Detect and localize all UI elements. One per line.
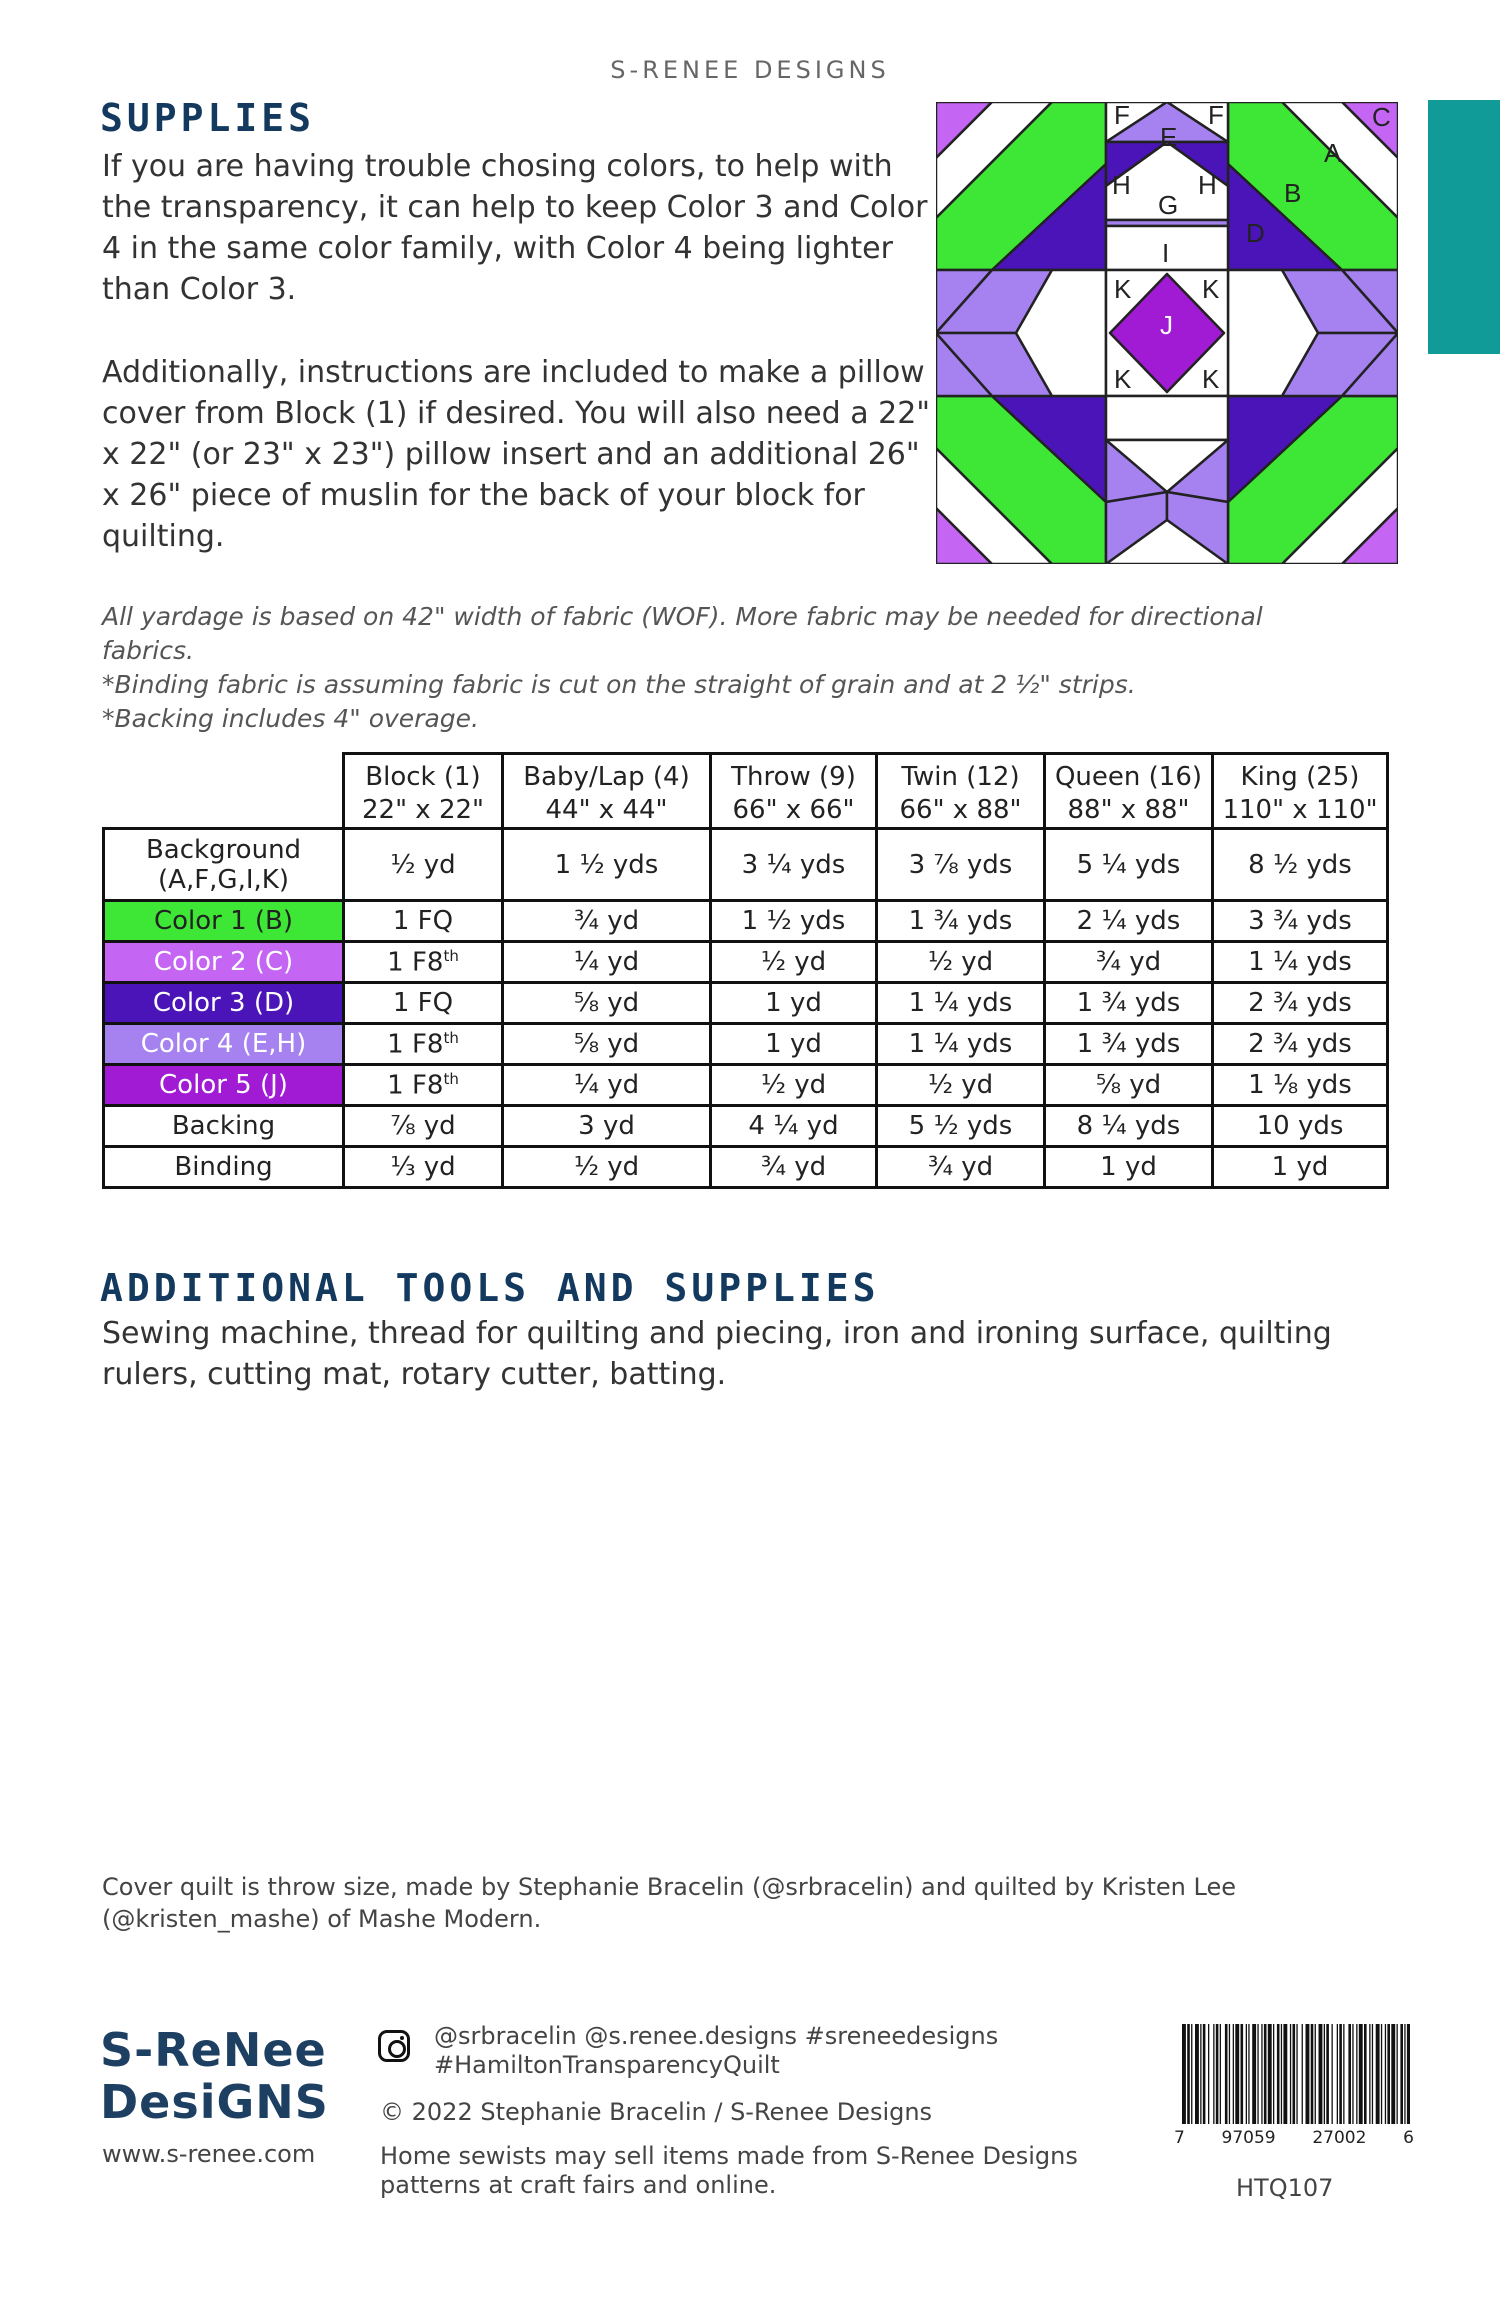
barcode-bar: [1273, 2024, 1274, 2124]
barcode-bar: [1385, 2024, 1386, 2124]
barcode-bar: [1290, 2024, 1291, 2124]
barcode-bar: [1326, 2024, 1329, 2124]
row-label: [104, 1106, 344, 1147]
ordinal-suffix: th: [443, 946, 459, 965]
barcode-bar: [1369, 2024, 1370, 2124]
table-cell: 1 ¼ yds: [877, 1024, 1045, 1065]
column-size: 22" x 22": [361, 795, 484, 825]
column-size: 66" x 66": [732, 795, 855, 825]
column-header: [711, 754, 877, 829]
label-f-left: F: [1114, 102, 1130, 130]
barcode-bar: [1376, 2024, 1380, 2124]
table-cell: 2 ¼ yds: [1045, 901, 1213, 942]
table-row: [104, 1106, 1388, 1147]
barcode-bar: [1381, 2024, 1382, 2124]
supplies-title: SUPPLIES: [100, 96, 316, 140]
barcode-bar: [1359, 2024, 1363, 2124]
copyright: © 2022 Stephanie Bracelin / S-Renee Designs: [380, 2098, 933, 2126]
table-cell: 5 ½ yds: [877, 1106, 1045, 1147]
row-label-text: Binding: [174, 1152, 273, 1182]
table-header-row: [104, 754, 1388, 829]
table-row: [104, 1024, 1388, 1065]
note-binding: *Binding fabric is assuming fabric is cut on the straight of grain and at 2 ½" strips.: [102, 670, 1136, 699]
table-cell: 2 ¾ yds: [1213, 983, 1388, 1024]
table-cell: 1 ¾ yds: [1045, 983, 1213, 1024]
barcode-bar: [1257, 2024, 1258, 2124]
ordinal-suffix: th: [443, 1069, 459, 1088]
table-cell: 4 ¼ yd: [711, 1106, 877, 1147]
table-cell: 10 yds: [1213, 1106, 1388, 1147]
label-c: C: [1372, 102, 1391, 132]
table-cell: ¾ yd: [503, 901, 711, 942]
barcode-bar: [1343, 2024, 1344, 2124]
barcode-bar: [1319, 2024, 1323, 2124]
row-label-text: Color 5 (J): [159, 1070, 288, 1100]
label-i: I: [1162, 238, 1170, 268]
table-cell: 1 F8th: [344, 1024, 503, 1065]
table-cell: ¾ yd: [1045, 942, 1213, 983]
column-name: Block (1): [365, 762, 481, 792]
barcode-bar: [1225, 2024, 1228, 2124]
table-cell: 1 FQ: [344, 983, 503, 1024]
table-cell: ⅝ yd: [503, 1024, 711, 1065]
block-diagram: [936, 102, 1398, 564]
barcode-bar: [1281, 2024, 1282, 2124]
logo-line-1: S-ReNee: [100, 2023, 327, 2077]
table-cell: ⅝ yd: [1045, 1065, 1213, 1106]
table-cell: 1 yd: [711, 983, 877, 1024]
table-cell: 1 yd: [711, 1024, 877, 1065]
label-g: G: [1158, 190, 1179, 220]
barcode-bar: [1400, 2024, 1403, 2124]
social-handles: [434, 2022, 998, 2080]
table-row: [104, 829, 1388, 901]
note-wof: All yardage is based on 42" width of fabric (WOF). More fabric may be needed for directional fabrics.: [102, 602, 1263, 665]
label-h-right: H: [1198, 170, 1217, 200]
column-size: 66" x 88": [899, 795, 1022, 825]
table-cell: 1 F8th: [344, 1065, 503, 1106]
label-j: J: [1160, 310, 1173, 340]
table-body: [104, 829, 1388, 1188]
label-e: E: [1160, 122, 1178, 152]
row-label-text: Color 1 (B): [153, 906, 294, 936]
barcode-bar: [1233, 2024, 1234, 2124]
note-backing: *Backing includes 4" overage.: [102, 704, 479, 733]
barcode-bar: [1283, 2024, 1287, 2124]
barcode-bar: [1261, 2024, 1262, 2124]
barcode-bar: [1220, 2024, 1221, 2124]
barcode-bar: [1404, 2024, 1405, 2124]
label-f-right: F: [1208, 102, 1224, 130]
barcode-bar: [1246, 2024, 1247, 2124]
barcode-digit-group: 6: [1403, 2128, 1414, 2148]
table-cell: ½ yd: [877, 942, 1045, 983]
table-cell: 1 ¾ yds: [1045, 1024, 1213, 1065]
supplies-paragraph-1: If you are having trouble chosing colors, to help with the transparency, it can help to keep Color 3 and Color 4 in the same color family, with Color 4 being lighter than Color 3.: [102, 149, 928, 307]
barcode-bar: [1391, 2024, 1395, 2124]
table-cell: ¾ yd: [711, 1147, 877, 1188]
barcode-bar: [1235, 2024, 1239, 2124]
row-label-text: Backing: [171, 1111, 276, 1141]
table-cell: ¼ yd: [503, 942, 711, 983]
barcode-bar: [1364, 2024, 1367, 2124]
logo-line-2: DesiGNS: [100, 2075, 329, 2129]
column-header: [1213, 754, 1388, 829]
table-cell: ½ yd: [344, 829, 503, 901]
barcode-bar: [1241, 2024, 1244, 2124]
barcode-bar: [1352, 2024, 1353, 2124]
barcode-bar: [1372, 2024, 1373, 2124]
barcode-digits: [1174, 2128, 1414, 2148]
row-label: [104, 1024, 344, 1065]
table-cell: 1 FQ: [344, 901, 503, 942]
barcode-bar: [1302, 2024, 1303, 2124]
supplies-paragraph-2: Additionally, instructions are included to make a pillow cover from Block (1) if desired. You will also need a 22" x 22" (or 23" x 23") pillow insert and an additional 26" x 26" piece of muslin for the back of your block for quilting.: [102, 355, 931, 554]
table-cell: ½ yd: [711, 1065, 877, 1106]
table-cell: 3 ⅞ yds: [877, 829, 1045, 901]
social-line-2: #HamiltonTransparencyQuilt: [434, 2051, 780, 2079]
table-cell: ⅝ yd: [503, 983, 711, 1024]
column-name: Baby/Lap (4): [523, 762, 690, 792]
table-cell: 1 ¾ yds: [877, 901, 1045, 942]
piece-i-bottom: [1106, 396, 1228, 440]
barcode-bar: [1348, 2024, 1351, 2124]
table-cell: 8 ¼ yds: [1045, 1106, 1213, 1147]
column-name: Twin (12): [901, 762, 1020, 792]
table-cell: ½ yd: [503, 1147, 711, 1188]
table-cell: ¾ yd: [877, 1147, 1045, 1188]
barcode-bar: [1229, 2024, 1230, 2124]
label-d: D: [1246, 218, 1265, 248]
label-k-br: K: [1202, 364, 1220, 394]
row-label-subtext: (A,F,G,I,K): [158, 864, 289, 895]
cover-credit: Cover quilt is throw size, made by Stephanie Bracelin (@srbracelin) and quilted by Kristen Lee (@kristen_mashe) of Mashe Modern.: [102, 1873, 1236, 1933]
table-cell: 1 ¼ yds: [877, 983, 1045, 1024]
column-name: Queen (16): [1054, 762, 1203, 792]
table-cell: 1 ½ yds: [711, 901, 877, 942]
sell-note: Home sewists may sell items made from S-Renee Designs patterns at craft fairs and online.: [380, 2142, 1078, 2199]
barcode-bar: [1324, 2024, 1325, 2124]
row-label-text: Color 4 (E,H): [140, 1029, 307, 1059]
barcode-bar: [1337, 2024, 1338, 2124]
barcode-bar: [1195, 2024, 1199, 2124]
table-cell: 3 ¾ yds: [1213, 901, 1388, 942]
barcode-bar: [1264, 2024, 1267, 2124]
label-k-tl: K: [1114, 274, 1132, 304]
barcode-bar: [1268, 2024, 1272, 2124]
barcode-bar: [1315, 2024, 1316, 2124]
column-header: [344, 754, 503, 829]
barcode-bar: [1216, 2024, 1219, 2124]
barcode-bar: [1397, 2024, 1398, 2124]
table-cell: 1 ½ yds: [503, 829, 711, 901]
tools-title: ADDITIONAL TOOLS AND SUPPLIES: [100, 1266, 880, 1310]
table-cell: 1 F8th: [344, 942, 503, 983]
column-size: 110" x 110": [1222, 795, 1378, 825]
side-tab: [1428, 100, 1500, 354]
table-cell: 1 yd: [1045, 1147, 1213, 1188]
table-cell: 5 ¼ yds: [1045, 829, 1213, 901]
column-header: [1045, 754, 1213, 829]
table-cell: 1 yd: [1213, 1147, 1388, 1188]
barcode-bar: [1356, 2024, 1357, 2124]
barcode-bar: [1332, 2024, 1333, 2124]
table-cell: 8 ½ yds: [1213, 829, 1388, 901]
brand-header: S-RENEE DESIGNS: [610, 56, 890, 84]
table-cell: ½ yd: [711, 942, 877, 983]
sku-code: HTQ107: [1236, 2174, 1334, 2202]
barcode-bar: [1387, 2024, 1390, 2124]
row-label: [104, 829, 344, 901]
website-link[interactable]: www.s-renee.com: [102, 2140, 316, 2168]
barcode-bar: [1252, 2024, 1256, 2124]
table-cell: 1 ⅛ yds: [1213, 1065, 1388, 1106]
table-cell: 2 ¾ yds: [1213, 1024, 1388, 1065]
table-cell: 1 ¼ yds: [1213, 942, 1388, 983]
barcode-bar: [1407, 2024, 1410, 2124]
yardage-table: [102, 752, 1389, 1189]
yardage-notes: [102, 600, 1302, 736]
row-label-text: Color 3 (D): [152, 988, 295, 1018]
brand-logo: [100, 2024, 329, 2128]
barcode-bar: [1200, 2024, 1201, 2124]
social-line-1: @srbracelin @s.renee.designs #sreneedesigns: [434, 2022, 999, 2050]
row-label-text: Color 2 (C): [153, 947, 294, 977]
row-label: [104, 1147, 344, 1188]
barcode-bar: [1277, 2024, 1280, 2124]
row-label-text: Background: [145, 834, 302, 865]
table-cell: 3 ¼ yds: [711, 829, 877, 901]
table-cell: ¼ yd: [503, 1065, 711, 1106]
ordinal-suffix: th: [443, 1028, 459, 1047]
table-row: [104, 1065, 1388, 1106]
barcode-bar: [1306, 2024, 1310, 2124]
barcode-bar: [1203, 2024, 1206, 2124]
row-label: [104, 901, 344, 942]
barcode-bar: [1208, 2024, 1209, 2124]
label-h-left: H: [1112, 170, 1131, 200]
column-size: 44" x 44": [545, 795, 668, 825]
table-cell: ⅞ yd: [344, 1106, 503, 1147]
label-k-bl: K: [1114, 364, 1132, 394]
barcode-bar: [1191, 2024, 1192, 2124]
table-cell: ½ yd: [877, 1065, 1045, 1106]
instagram-icon: [378, 2030, 410, 2062]
barcode-digit-group: 97059: [1221, 2128, 1276, 2148]
column-header: [503, 754, 711, 829]
column-header: [877, 754, 1045, 829]
table-row: [104, 983, 1388, 1024]
table-cell: ⅓ yd: [344, 1147, 503, 1188]
table-corner: [104, 754, 344, 829]
table-row: [104, 901, 1388, 942]
barcode-bar: [1213, 2024, 1214, 2124]
row-label: [104, 1065, 344, 1106]
table-row: [104, 1147, 1388, 1188]
label-b: B: [1284, 178, 1302, 208]
row-label: [104, 983, 344, 1024]
barcode-bar: [1293, 2024, 1296, 2124]
column-size: 88" x 88": [1067, 795, 1190, 825]
tools-text: Sewing machine, thread for quilting and piecing, iron and ironing surface, quilting rulers, cutting mat, rotary cutter, batting.: [102, 1316, 1332, 1392]
barcode-bar: [1339, 2024, 1342, 2124]
barcode-digit-group: 27002: [1312, 2128, 1367, 2148]
barcode-bar: [1248, 2024, 1249, 2124]
label-a: A: [1324, 138, 1342, 168]
barcode-bar: [1182, 2024, 1186, 2124]
row-label: [104, 942, 344, 983]
barcode-bar: [1296, 2024, 1297, 2124]
label-k-tr: K: [1202, 274, 1220, 304]
column-name: King (25): [1240, 762, 1360, 792]
table-row: [104, 942, 1388, 983]
barcode-bar: [1311, 2024, 1314, 2124]
column-name: Throw (9): [731, 762, 856, 792]
barcode-digit-group: 7: [1174, 2128, 1185, 2148]
table-cell: 3 yd: [503, 1106, 711, 1147]
barcode-bar: [1187, 2024, 1190, 2124]
